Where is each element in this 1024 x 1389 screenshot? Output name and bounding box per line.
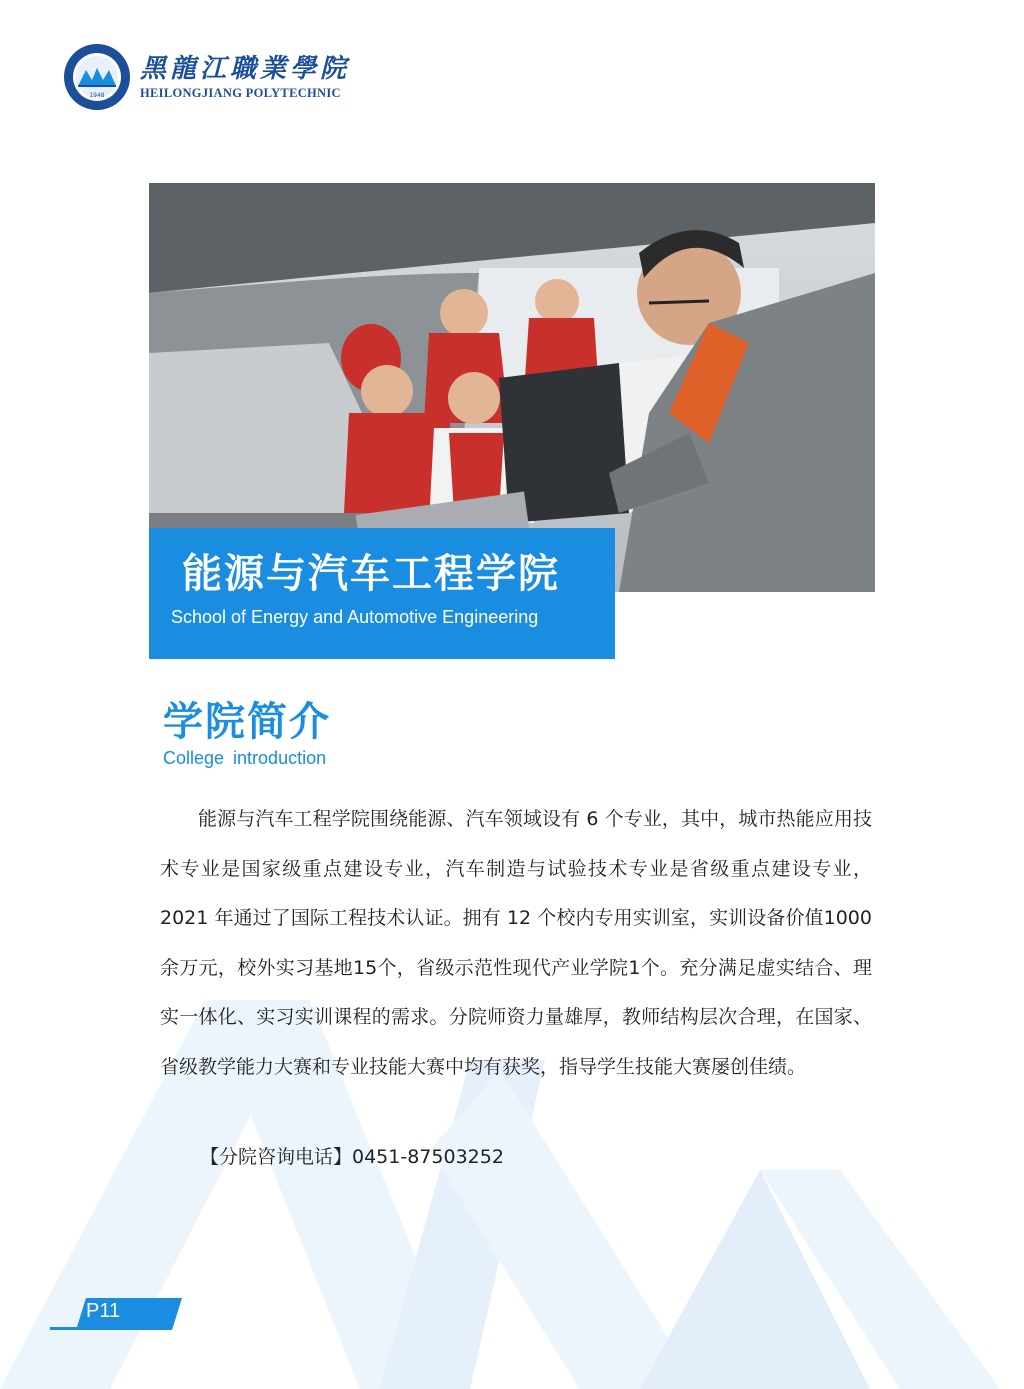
intro-paragraph: 能源与汽车工程学院围绕能源、汽车领域设有 6 个专业，其中，城市热能应用技术专业是国家级重点建设专业，汽车制造与试验技术专业是省级重点建设专业，2021 年通过了国际工程技术认证。拥有 12 个校内专用实训室，实训设备价值1000余万元，校外实习基地15个，省级示范性现代产业学院1个。充分满足虚实结合、理实一体化、实习实训课程的需求。分院师资力量雄厚，教师结构层次合理，在国家、省级教学能力大赛和专业技能大赛中均有获奖，指导学生技能大赛屡创佳绩。	[160, 808, 872, 1078]
college-title-en: School of Energy and Automotive Engineering	[171, 607, 539, 627]
intro-text	[160, 795, 872, 1092]
logo-chinese-name: 黑龍江職業學院	[140, 53, 351, 84]
college-title-cn: 能源与汽车工程学院	[182, 551, 560, 597]
college-title-banner	[149, 528, 615, 659]
section-heading: 学院简介	[163, 699, 331, 745]
college-seal-icon	[62, 42, 132, 112]
page-number-label: P11	[86, 1300, 121, 1322]
seal-year: 1948	[89, 92, 105, 99]
college-logo	[62, 40, 362, 114]
contact-phone: 【分院咨询电话】0451-87503252	[200, 1146, 504, 1168]
section-subheading: College introduction	[163, 748, 327, 768]
logo-english-name: HEILONGJIANG POLYTECHNIC	[140, 85, 341, 100]
